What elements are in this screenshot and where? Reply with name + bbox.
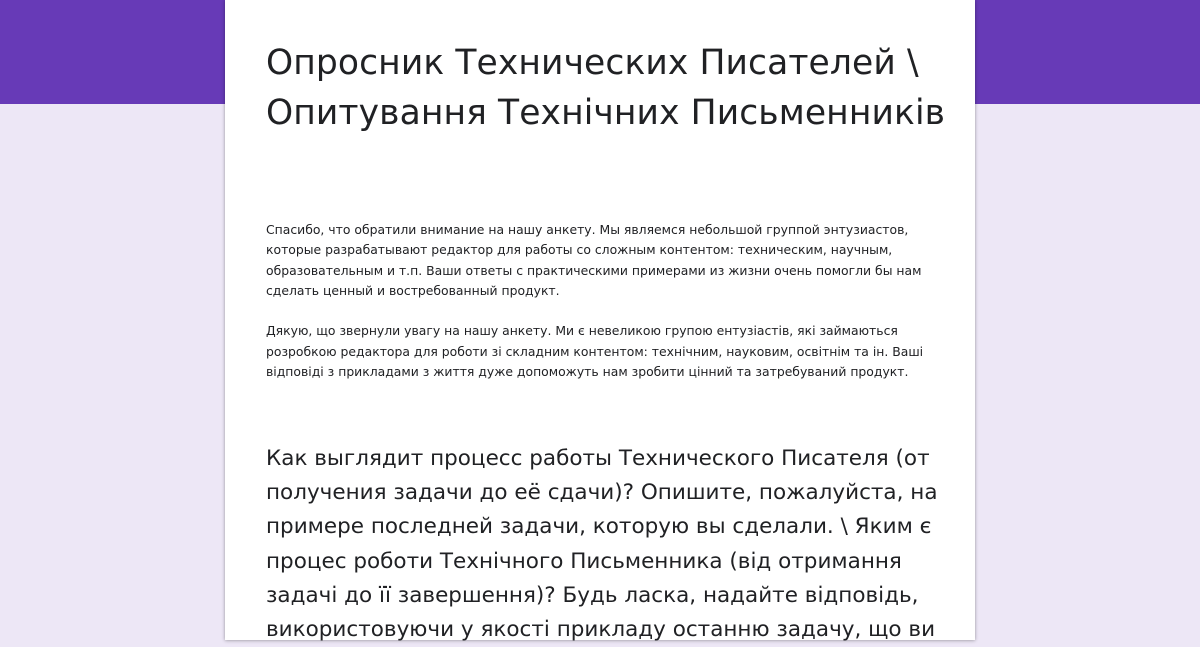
form-description: [266, 220, 941, 403]
description-russian: Спасибо, что обратили внимание на нашу анкету. Мы являемся небольшой группой энтузиастов, которые разрабатывают редактор для работы со сложным контентом: техническим, научным, образовательным и т.п. Ваши ответы с практическими примерами из жизни очень помогли бы нам сделать ценный и востребованный продукт.: [266, 222, 922, 298]
form-card: [225, 0, 975, 643]
question-title: Как выглядит процесс работы Технического Писателя (от получения задачи до её сдачи)? Опишите, пожалуйста, на примере последней задачи, которую вы сделали. \ Яким є процес роботи Технічного Письменника (від отримання задачі до її завершення)? Будь ласка, надайте відповідь, використовуючи у якості прикладу останню задачу, що ви: [266, 446, 938, 643]
form-title: Опросник Технических Писателей \ Опитування Технічних Письменників: [266, 43, 946, 133]
description-ukrainian: Дякую, що звернули увагу на нашу анкету. Ми є невеликою групою ентузіастів, які займаються розробкою редактора для роботи зі складним контентом: технічним, науковим, освітнім та ін. Ваші відповіді з прикладами з життя дуже допоможуть нам зробити цінний та затребуваний продукт.: [266, 323, 924, 380]
